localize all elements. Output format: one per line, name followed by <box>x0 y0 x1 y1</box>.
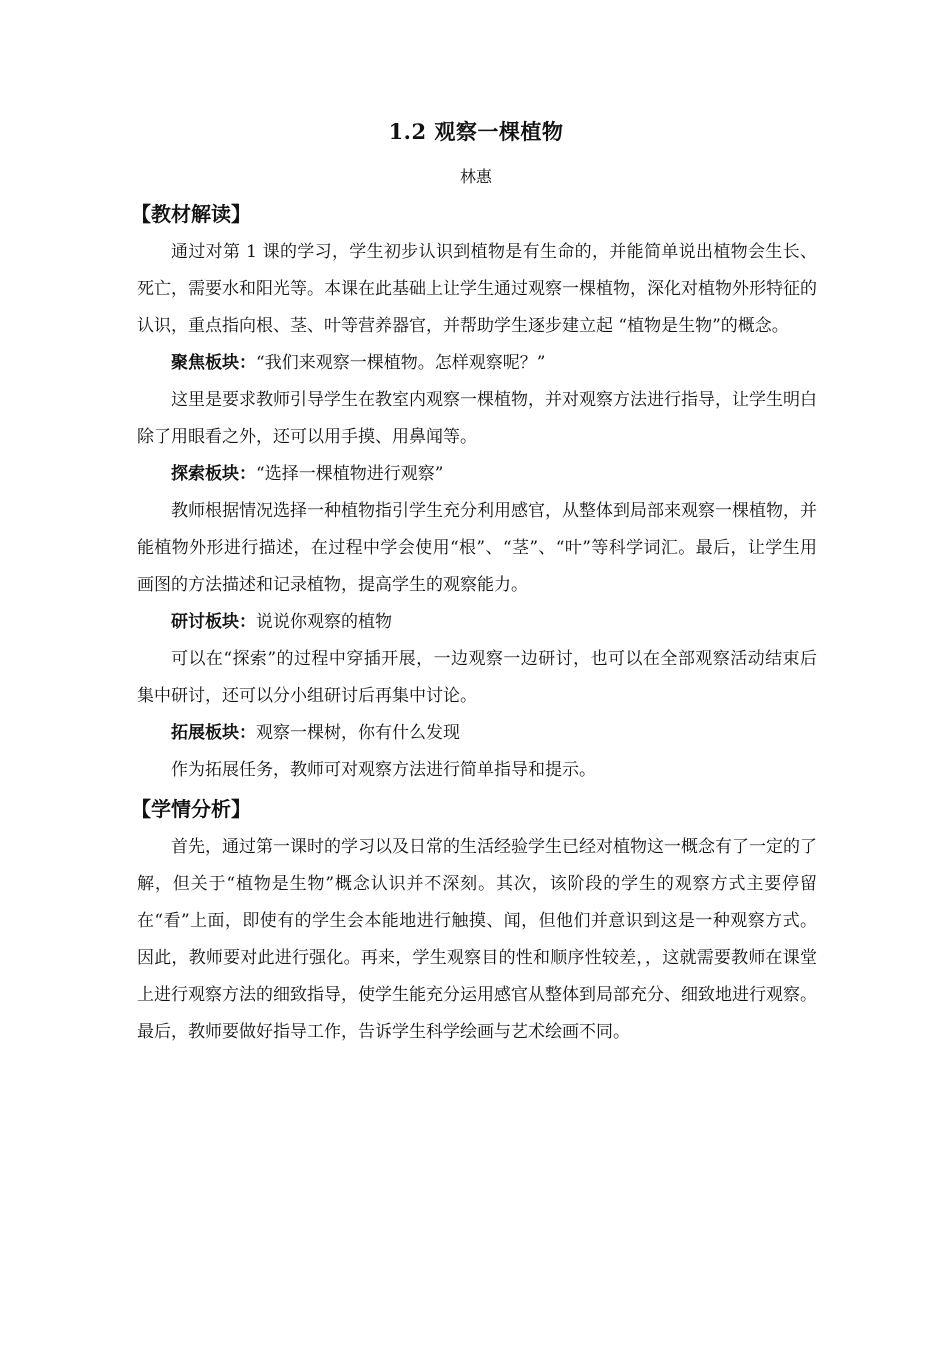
discuss-block-label: 研讨板块： <box>171 612 256 632</box>
discuss-block-text: 说说你观察的植物 <box>256 612 392 632</box>
extend-block-line <box>137 715 817 752</box>
section-heading-learner: 【学情分析】 <box>131 797 251 821</box>
document-title: 1.2 观察一棵植物 <box>388 119 564 144</box>
extend-block-description: 作为拓展任务，教师可对观察方法进行简单指导和提示。 <box>171 760 596 780</box>
focus-block-description: 这里是要求教师引导学生在教室内观察一棵植物，并对观察方法进行指导，让学生明白除了用眼看之外，还可以用手摸、用鼻闻等。 <box>137 390 817 447</box>
explore-block-text: “选择一棵植物进行观察” <box>256 464 444 484</box>
extend-block-label: 拓展板块： <box>171 723 256 743</box>
explore-block-line <box>137 456 817 493</box>
learner-analysis-paragraph: 首先，通过第一课时的学习以及日常的生活经验学生已经对植物这一概念有了一定的了解，但关于“植物是生物”概念认识并不深刻。其次，该阶段的学生的观察方式主要停留在“看”上面，即使有的学生会本能地进行触摸、闻，但他们并意识到这是一种观察方式。因此，教师要对此进行强化。再来，学生观察目的性和顺序性较差，，这就需要教师在课堂上进行观察方法的细致指导，使学生能充分运用感官从整体到局部充分、细致地进行观察。最后，教师要做好指导工作，告诉学生科学绘画与艺术绘画不同。 <box>137 837 817 1042</box>
material-intro-paragraph: 通过对第 1 课的学习，学生初步认识到植物是有生命的，并能简单说出植物会生长、死亡，需要水和阳光等。本课在此基础上让学生通过观察一棵植物，深化对植物外形特征的认识，重点指向根、茎、叶等营养器官，并帮助学生逐步建立起 “植物是生物”的概念。 <box>137 242 817 336</box>
section-heading-material: 【教材解读】 <box>131 202 251 226</box>
discuss-block-line <box>137 604 817 641</box>
explore-block-label: 探索板块： <box>171 464 256 484</box>
extend-block-text: 观察一棵树，你有什么发现 <box>256 723 460 743</box>
focus-block-label: 聚焦板块： <box>171 353 256 373</box>
discuss-block-description: 可以在“探索”的过程中穿插开展，一边观察一边研讨，也可以在全部观察活动结束后集中研讨，还可以分小组研讨后再集中讨论。 <box>137 649 817 706</box>
document-author: 林惠 <box>459 167 492 186</box>
focus-block-line <box>137 345 817 382</box>
document-body <box>131 194 817 1051</box>
explore-block-description: 教师根据情况选择一种植物指引学生充分利用感官，从整体到局部来观察一棵植物，并能植物外形进行描述，在过程中学会使用“根”、“茎”、“叶”等科学词汇。最后，让学生用画图的方法描述和记录植物，提高学生的观察能力。 <box>137 501 817 595</box>
focus-block-text: “我们来观察一棵植物。怎样观察呢？” <box>256 353 546 373</box>
